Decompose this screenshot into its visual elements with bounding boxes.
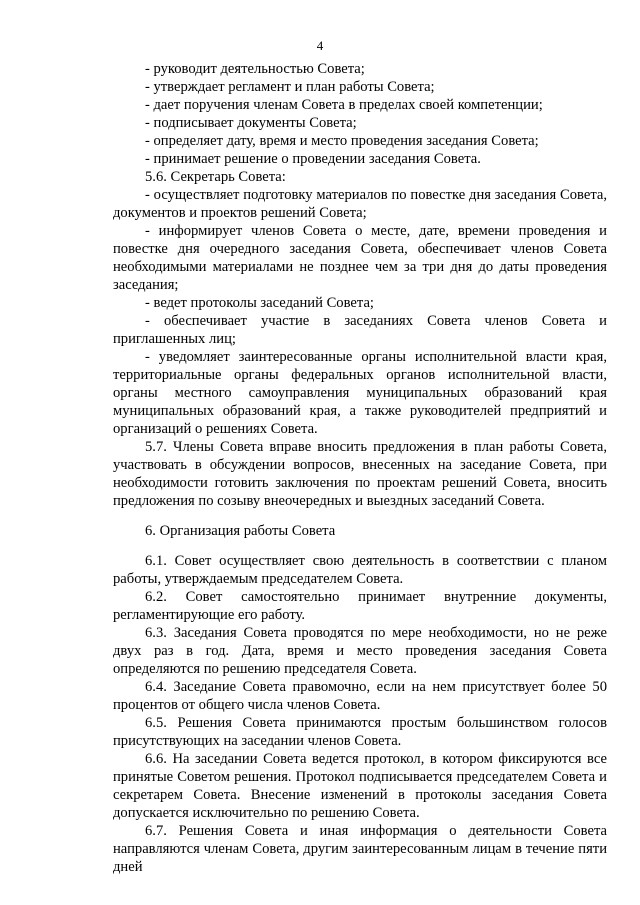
list-item: - уведомляет заинтересованные органы исполнительной власти края, территориальные органы федеральных органов исполнительной власти, органы местного самоуправления муниципальных образований края муниципальных образований края, а также руководителей предприятий и организаций о решениях Совета. — [113, 349, 607, 437]
list-item: - информирует членов Совета о месте, дате, времени проведения и повестке дня очередного заседания Совета, обеспечивает членов Совета необходимыми материалами не позднее чем за три дня до даты проведения заседания; — [113, 223, 607, 293]
page-number: 4 — [316, 38, 324, 53]
list-item: - принимает решение о проведении заседания Совета. — [145, 151, 481, 167]
clause-6-4: 6.4. Заседание Совета правомочно, если на нем присутствует более 50 процентов от общего числа членов Совета. — [113, 679, 607, 713]
list-item: - руководит деятельностью Совета; — [145, 61, 365, 77]
clause-6-3: 6.3. Заседания Совета проводятся по мере необходимости, но не реже двух раз в год. Дата, время и место проведения заседания Совета определяются по решению председателя Совета. — [113, 625, 607, 677]
clause-6-7: 6.7. Решения Совета и иная информация о деятельности Совета направляются членам Совета, другим заинтересованным лицам в течение пяти дней — [113, 823, 607, 875]
list-item: - утверждает регламент и план работы Совета; — [145, 79, 435, 95]
list-item: - определяет дату, время и место проведения заседания Совета; — [145, 133, 539, 149]
list-item: - ведет протоколы заседаний Совета; — [145, 295, 374, 311]
clause-6-2: 6.2. Совет самостоятельно принимает внутренние документы, регламентирующие его работу. — [113, 589, 607, 623]
list-item: - дает поручения членам Совета в пределах своей компетенции; — [145, 97, 543, 113]
section-heading: 6. Организация работы Совета — [145, 523, 336, 539]
list-item: - обеспечивает участие в заседаниях Совета членов Совета и приглашенных лиц; — [113, 313, 607, 347]
clause-6-5: 6.5. Решения Совета принимаются простым большинством голосов присутствующих на заседании членов Совета. — [113, 715, 607, 749]
document-body — [113, 60, 607, 876]
clause-5-7: 5.7. Члены Совета вправе вносить предложения в план работы Совета, участвовать в обсуждении вопросов, внесенных на заседание Совета, при необходимости готовить заключения по проектам решений Совета, вносить предложения по созыву внеочередных и выездных заседаний Совета. — [113, 439, 607, 509]
clause-5-6-title: 5.6. Секретарь Совета: — [145, 169, 286, 185]
clause-6-1: 6.1. Совет осуществляет свою деятельность в соответствии с планом работы, утверждаемым председателем Совета. — [113, 553, 607, 587]
list-item: - подписывает документы Совета; — [145, 115, 357, 131]
list-item: - осуществляет подготовку материалов по повестке дня заседания Совета, документов и проектов решений Совета; — [113, 187, 607, 221]
clause-6-6: 6.6. На заседании Совета ведется протокол, в котором фиксируются все принятые Советом решения. Протокол подписывается председателем Совета и секретарем Совета. Внесение изменений в протоколы заседания Совета допускается исключительно по решению Совета. — [113, 751, 607, 821]
